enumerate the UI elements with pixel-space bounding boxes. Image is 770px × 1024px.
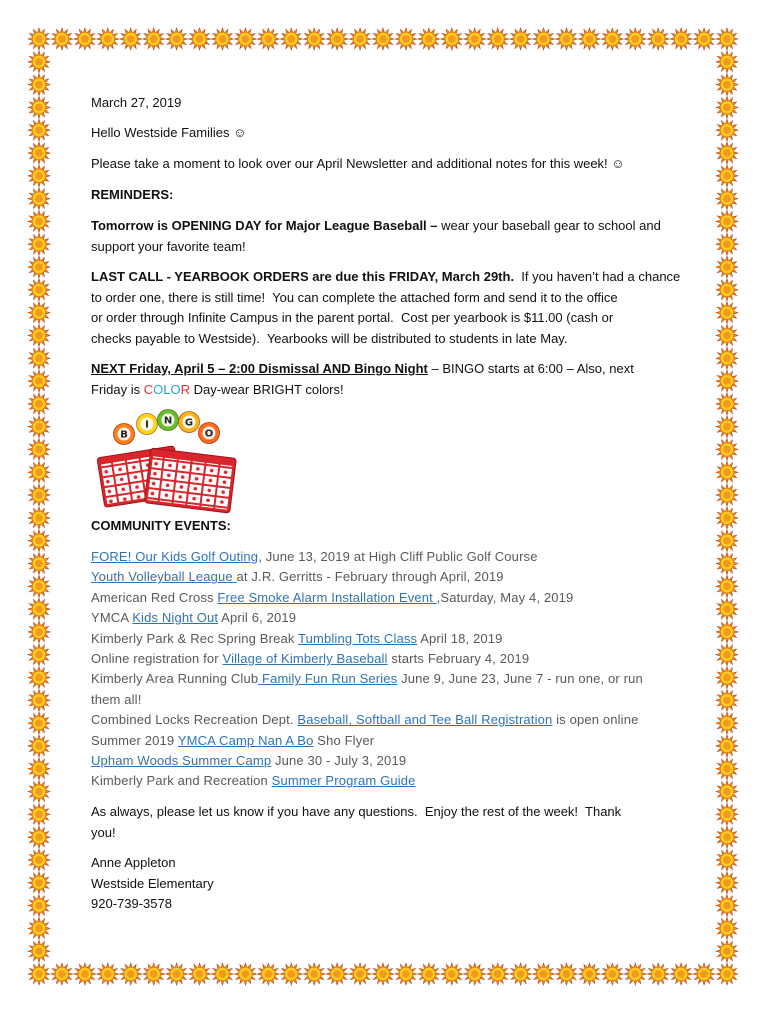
color-word: [144, 382, 190, 397]
bingo-clipart: [93, 404, 245, 514]
sun-ornament: [555, 28, 577, 50]
sun-ornament: [74, 28, 96, 50]
sun-ornament: [372, 963, 394, 985]
sun-ornament: [532, 963, 554, 985]
reminder-yearbook-line: [91, 308, 680, 329]
sun-ornament: [670, 963, 692, 985]
community-events-list: [91, 547, 643, 792]
sun-ornament: [28, 302, 50, 324]
reminder-opening-day-bold: Tomorrow is OPENING DAY for Major League Baseball –: [91, 218, 438, 233]
sun-ornament: [28, 872, 50, 894]
sun-ornament: [303, 28, 325, 50]
sun-ornament: [716, 530, 738, 552]
signature-school: Westside Elementary: [91, 875, 214, 891]
signature: [91, 853, 214, 915]
sun-ornament: [28, 96, 50, 118]
closing-line: [91, 823, 621, 844]
sun-ornament: [28, 712, 50, 734]
sun-ornament: [28, 370, 50, 392]
sun-ornament: [395, 28, 417, 50]
event-link[interactable]: Baseball, Softball and Tee Ball Registration: [297, 712, 553, 728]
sun-ornament: [74, 963, 96, 985]
event-prefix: Online registration for: [91, 651, 223, 667]
sun-ornament: [624, 963, 646, 985]
event-link[interactable]: YMCA Camp Nan A Bo: [177, 732, 314, 748]
sun-ornament: [464, 963, 486, 985]
event-details: , June 13, 2019 at High Cliff Public Golf Course: [258, 549, 538, 564]
sun-ornament: [716, 917, 738, 939]
bingo-ball-g: [179, 412, 200, 433]
sun-ornament: [716, 438, 738, 460]
sun-ornament: [326, 963, 348, 985]
sun-ornament: [28, 188, 50, 210]
sun-ornament: [670, 28, 692, 50]
sun-ornament: [28, 438, 50, 460]
closing-text: As always, please let us know if you have any questions. Enjoy the rest of the week! Thank: [91, 804, 622, 819]
sun-ornament: [349, 963, 371, 985]
sun-ornament: [716, 894, 738, 916]
greeting: Hello Westside Families ☺: [91, 125, 247, 140]
sun-ornament: [349, 28, 371, 50]
event-details: June 9, June 23, June 7 - run one, or run: [397, 671, 643, 687]
event-link[interactable]: Upham Woods Summer Camp: [91, 753, 272, 769]
sun-ornament: [51, 28, 73, 50]
event-link[interactable]: Kids Night Out: [132, 610, 219, 626]
sun-ornament: [716, 393, 738, 415]
signature-phone: 920-739-3578: [91, 896, 172, 911]
sun-ornament: [28, 461, 50, 483]
sun-ornament: [28, 393, 50, 415]
sun-ornament: [716, 872, 738, 894]
sun-ornament: [716, 256, 738, 278]
event-link[interactable]: Village of Kimberly Baseball: [222, 651, 388, 667]
sun-ornament: [716, 484, 738, 506]
sun-ornament: [28, 324, 50, 346]
sun-ornament: [716, 666, 738, 688]
reminder-yearbook-bold: LAST CALL - YEARBOOK ORDERS are due this FRIDAY, March 29th.: [91, 269, 515, 284]
sun-ornament: [143, 963, 165, 985]
sun-ornament: [716, 803, 738, 825]
sun-ornament: [28, 666, 50, 688]
sun-ornament: [716, 712, 738, 734]
sun-ornament: [120, 28, 142, 50]
sun-ornament: [28, 803, 50, 825]
bingo-ball-i: [137, 414, 158, 435]
reminder-yearbook-text: If you haven’t had a chance: [514, 269, 681, 284]
sun-ornament: [716, 142, 738, 164]
sun-ornament: [716, 51, 738, 73]
list-item-continuation: [91, 690, 643, 710]
sun-ornament: [624, 28, 646, 50]
sun-ornament: [716, 210, 738, 232]
sun-ornament: [601, 28, 623, 50]
sun-ornament: [28, 940, 50, 962]
reminder-next-friday-line: [91, 359, 634, 380]
color-letter: C: [143, 381, 154, 397]
color-letter: R: [180, 381, 190, 397]
sun-ornament: [716, 165, 738, 187]
sun-ornament: [716, 461, 738, 483]
sun-ornament: [716, 302, 738, 324]
sun-ornament: [97, 963, 119, 985]
sun-ornament: [716, 780, 738, 802]
event-details: June 30 - July 3, 2019: [271, 753, 407, 769]
list-item: [91, 547, 643, 567]
bingo-card: [144, 448, 236, 513]
sun-ornament: [716, 689, 738, 711]
sun-ornament: [395, 963, 417, 985]
sun-ornament: [716, 849, 738, 871]
sun-ornament: [693, 28, 715, 50]
sun-ornament: [28, 530, 50, 552]
sun-ornament: [28, 210, 50, 232]
sun-ornament: [257, 963, 279, 985]
event-details: is open online: [552, 712, 639, 728]
event-details: Sho Flyer: [313, 732, 375, 748]
reminder-opening-day-text: support your favorite team!: [91, 238, 246, 254]
event-details: starts February 4, 2019: [387, 651, 530, 667]
sun-ornament: [97, 28, 119, 50]
sun-ornament: [716, 644, 738, 666]
event-details: ,Saturday, May 4, 2019: [436, 589, 574, 605]
sun-ornament: [120, 963, 142, 985]
sun-ornament: [28, 963, 50, 985]
sun-ornament: [28, 233, 50, 255]
sun-ornament: [716, 735, 738, 757]
sun-ornament: [28, 256, 50, 278]
sun-ornament: [51, 963, 73, 985]
reminder-yearbook: [91, 267, 680, 349]
bingo-ball-o: [199, 423, 220, 444]
event-prefix: Kimberly Area Running Club: [91, 671, 259, 687]
sun-ornament: [716, 826, 738, 848]
sun-ornament: [716, 758, 738, 780]
sun-ornament: [234, 28, 256, 50]
sun-ornament: [487, 963, 509, 985]
reminder-next-friday-text: – BINGO starts at 6:00 – Also, next: [427, 361, 634, 376]
sun-ornament: [578, 963, 600, 985]
signature-name: Anne Appleton: [91, 855, 176, 870]
sun-ornament: [28, 28, 50, 50]
sun-ornament: [188, 28, 210, 50]
sun-ornament: [28, 73, 50, 95]
sun-ornament: [716, 575, 738, 597]
sun-ornament: [716, 507, 738, 529]
sun-ornament: [509, 28, 531, 50]
event-prefix: Combined Locks Recreation Dept.: [91, 712, 298, 728]
list-item: [91, 608, 643, 628]
list-item: [91, 771, 643, 791]
sun-ornament: [716, 598, 738, 620]
sun-ornament: [716, 940, 738, 962]
closing-paragraph: [91, 802, 621, 843]
sun-ornament: [28, 347, 50, 369]
sun-ornament: [165, 963, 187, 985]
reminder-yearbook-line: [91, 329, 680, 350]
color-letter: O: [153, 381, 164, 397]
sun-ornament: [716, 233, 738, 255]
sun-ornament: [28, 849, 50, 871]
sun-ornament: [188, 963, 210, 985]
list-item: [91, 567, 643, 587]
sun-ornament: [234, 963, 256, 985]
intro-text: Please take a moment to look over our April Newsletter and additional notes for this week! ☺: [91, 156, 625, 171]
sun-ornament: [647, 963, 669, 985]
sun-ornament: [28, 507, 50, 529]
sun-ornament: [28, 484, 50, 506]
sun-ornament: [716, 370, 738, 392]
bingo-ball-letter: N: [163, 415, 173, 427]
event-prefix: Summer 2019: [91, 732, 178, 748]
sun-ornament: [578, 28, 600, 50]
list-item: [91, 649, 643, 669]
event-link[interactable]: FORE! Our Kids Golf Outing: [91, 549, 259, 564]
sun-ornament: [280, 28, 302, 50]
sun-ornament: [716, 416, 738, 438]
list-item: [91, 710, 643, 730]
list-item: [91, 751, 643, 771]
event-link[interactable]: Family Fun Run Series: [258, 671, 398, 687]
sun-ornament: [143, 28, 165, 50]
reminder-opening-day-text: wear your baseball gear to school and: [437, 218, 661, 233]
sun-ornament: [555, 963, 577, 985]
sun-ornament: [28, 644, 50, 666]
reminder-next-friday-line: [91, 380, 634, 401]
list-item: [91, 629, 643, 649]
event-link[interactable]: Free Smoke Alarm Installation Event: [217, 589, 437, 605]
sun-ornament: [303, 963, 325, 985]
sun-ornament: [716, 96, 738, 118]
community-events-heading: COMMUNITY EVENTS:: [91, 518, 231, 533]
sun-ornament: [372, 28, 394, 50]
event-prefix: Kimberly Park and Recreation: [91, 773, 272, 789]
sun-ornament: [211, 28, 233, 50]
sun-ornament: [28, 621, 50, 643]
sun-ornament: [441, 28, 463, 50]
bingo-ball-letter: I: [145, 419, 149, 431]
sun-ornament: [464, 28, 486, 50]
event-prefix: YMCA: [91, 610, 133, 626]
sun-ornament: [28, 51, 50, 73]
sun-ornament: [28, 689, 50, 711]
reminder-opening-day: [91, 216, 661, 257]
sun-ornament: [418, 963, 440, 985]
event-prefix: Kimberly Park & Rec Spring Break: [91, 630, 299, 646]
sun-ornament: [165, 28, 187, 50]
color-letter: O: [170, 381, 181, 397]
reminder-next-friday-bold: NEXT Friday, April 5 – 2:00 Dismissal AND Bingo Night: [91, 361, 428, 376]
sun-ornament: [601, 963, 623, 985]
reminder-yearbook-text: to order one, there is still time! You can complete the attached form and send it to the office: [91, 289, 618, 305]
sun-ornament: [716, 73, 738, 95]
sun-ornament: [28, 826, 50, 848]
bingo-ball-b: [114, 424, 135, 445]
list-item: [91, 731, 643, 751]
sun-ornament: [647, 28, 669, 50]
sun-ornament: [28, 780, 50, 802]
reminder-yearbook-text: or order through Infinite Campus in the parent portal. Cost per yearbook is $11.00 (cash or: [91, 310, 614, 326]
event-details: April 18, 2019: [417, 630, 503, 646]
reminder-opening-day-line: [91, 237, 661, 258]
letter-date: March 27, 2019: [91, 95, 182, 110]
sun-ornament: [418, 28, 440, 50]
event-details: April 6, 2019: [218, 610, 297, 626]
sun-ornament: [28, 575, 50, 597]
sun-ornament: [487, 28, 509, 50]
sun-ornament: [716, 119, 738, 141]
sun-ornament: [716, 324, 738, 346]
color-letter: L: [163, 381, 171, 397]
sun-ornament: [28, 165, 50, 187]
event-link[interactable]: Youth Volleyball League: [91, 569, 237, 585]
bingo-ball-letter: O: [204, 428, 214, 440]
sun-ornament: [257, 28, 279, 50]
reminder-next-friday: [91, 359, 634, 400]
sun-ornament: [716, 347, 738, 369]
sun-ornament: [28, 119, 50, 141]
sun-ornament: [716, 552, 738, 574]
sun-ornament: [28, 735, 50, 757]
sun-ornament: [532, 28, 554, 50]
sun-ornament: [28, 416, 50, 438]
sun-ornament: [28, 894, 50, 916]
closing-text: you!: [91, 824, 116, 840]
reminder-yearbook-line: [91, 267, 680, 288]
sun-ornament: [28, 142, 50, 164]
sun-ornament: [280, 963, 302, 985]
sun-ornament: [211, 963, 233, 985]
reminder-next-friday-text: Friday is: [91, 381, 144, 397]
event-details: at J.R. Gerritts - February through April, 2019: [236, 569, 504, 585]
reminder-yearbook-text: checks payable to Westside). Yearbooks will be distributed to students in late May.: [91, 330, 568, 346]
sun-ornament: [693, 963, 715, 985]
list-item: [91, 588, 643, 608]
reminder-yearbook-line: [91, 288, 680, 309]
sun-ornament: [716, 621, 738, 643]
event-link[interactable]: Tumbling Tots Class: [298, 630, 418, 646]
sun-ornament: [716, 28, 738, 50]
sun-ornament: [28, 279, 50, 301]
reminder-next-friday-text: Day-wear BRIGHT colors!: [190, 381, 344, 397]
event-prefix: American Red Cross: [91, 589, 218, 605]
sun-ornament: [716, 188, 738, 210]
sun-ornament: [441, 963, 463, 985]
event-details: them all!: [91, 691, 142, 707]
sun-ornament: [716, 279, 738, 301]
closing-line: [91, 802, 621, 823]
list-item: [91, 669, 643, 689]
sun-ornament: [28, 598, 50, 620]
bingo-ball-letter: G: [184, 417, 194, 429]
bingo-ball-n: [158, 410, 179, 431]
sun-ornament: [509, 963, 531, 985]
reminder-opening-day-line: [91, 216, 661, 237]
sun-ornament: [28, 552, 50, 574]
bingo-ball-letter: B: [120, 429, 128, 441]
sun-ornament: [28, 758, 50, 780]
sun-ornament: [716, 963, 738, 985]
reminders-heading: REMINDERS:: [91, 187, 174, 202]
sun-ornament: [326, 28, 348, 50]
sun-ornament: [28, 917, 50, 939]
event-link[interactable]: Summer Program Guide: [271, 773, 416, 789]
